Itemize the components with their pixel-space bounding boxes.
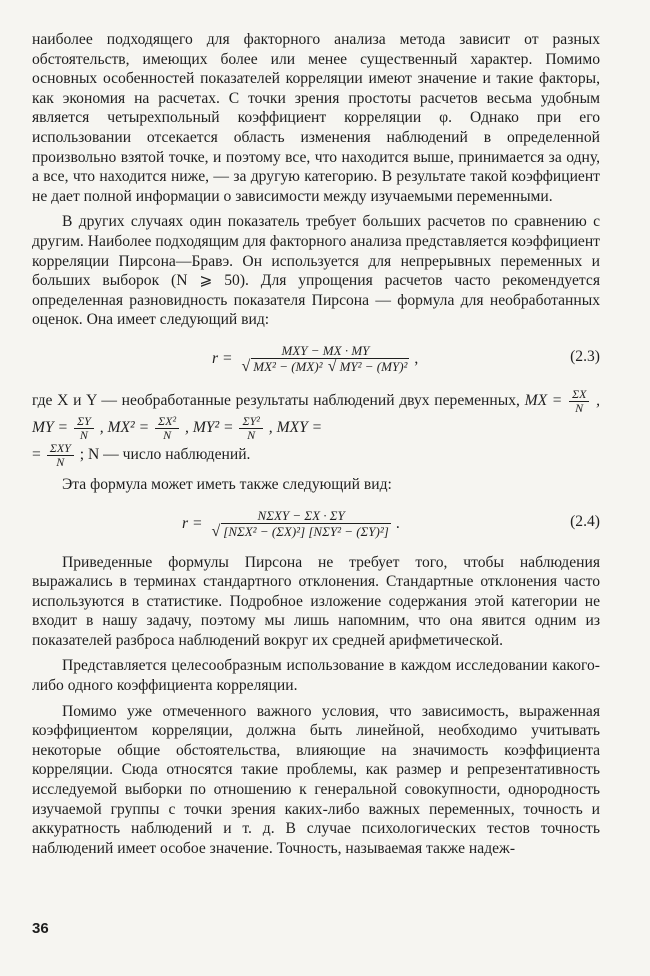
def-my2-lhs: , MY² = bbox=[185, 418, 234, 436]
equation-number-2-4: (2.4) bbox=[570, 512, 600, 530]
formula-2-4-lhs: r = bbox=[182, 514, 203, 532]
equation-number-2-3: (2.3) bbox=[570, 347, 600, 365]
def-my-den: N bbox=[79, 427, 88, 442]
page-number: 36 bbox=[32, 920, 49, 937]
formula-2-4-denominator: [NΣX² − (ΣX)²] [NΣY² − (ΣY)²] bbox=[223, 524, 389, 539]
definition-tail: ; N — число наблюдений. bbox=[79, 445, 251, 463]
def-my2-num: ΣY² bbox=[239, 415, 262, 429]
def-mxy-eq: = bbox=[32, 445, 41, 463]
def-mx2-num: ΣX² bbox=[155, 415, 179, 429]
formula-2-3-lhs: r = bbox=[212, 349, 233, 367]
def-my-lhs: , MY = bbox=[32, 391, 600, 436]
def-my2-den: N bbox=[247, 427, 256, 442]
paragraph-5: Приведенные формулы Пирсона не требует того, чтобы наблюдения выражались в терминах стандартного отклонения. Стандартные отклонения часто используются в статистике. Подробное изложение содержания этой категории не входит в нашу задачу, поэтому мы лишь напомним, что она явится одним из показателей разброса наблюдений вокруг их средней арифметической. bbox=[32, 553, 600, 649]
def-mxy-den: N bbox=[56, 454, 65, 469]
def-mxy-lhs: , MXY = bbox=[268, 418, 323, 436]
paragraph-6: Представляется целесообразным использование в каждом исследовании какого-либо одного коэффициента корреляции. bbox=[32, 657, 600, 695]
formula-2-4: r = $\frac{\text{NΣXY − ΣX · ΣY}}{\text{√ [NΣX² − (ΣX)²] [NΣY² − (ΣY)²]}}$ . (2.4) bbox=[182, 508, 600, 540]
def-mx2-den: N bbox=[163, 427, 172, 442]
paragraph-1: наиболее подходящего для факторного анализа метода зависит от разных обстоятельств, имеющих более или менее существенный характер. Помимо основных особенностей показателей корреляции имеют значение и такие факторы, как экономия на расчетах. С точки зрения простоты расчетов весьма удобным является четырехпольный коэффициент корреляции φ. Однако при его использовании отсекается область изменения наблюдений в определенной произвольно взятой точке, и поэтому все, что находится выше, принимается за одну, а все, что находится ниже, — за другую категорию. В результате такой коэффициент не дает полной информации о зависимости между изучаемыми переменными. bbox=[32, 31, 600, 205]
formula-2-3: r = $\frac{\text{MXY − MX · MY}}{\text{√ MX² − (MX)² √ MY² − (MY)²}}$ , (2.3) bbox=[212, 343, 600, 376]
def-mxy-num: ΣXY bbox=[47, 442, 74, 456]
def-mx-den: N bbox=[575, 400, 584, 415]
def-mx-num: ΣX bbox=[569, 388, 589, 402]
formula-2-4-trail: . bbox=[395, 514, 400, 532]
paragraph-2: В других случаях один показатель требует больших расчетов по сравнению с другим. Наиболее подходящим для факторного анализа представляется коэффициент корреляции Пирсона—Бравэ. Он используется для непрерывных переменных и больших выборок (N ⩾ 50). Для упрощения расчетов часто рекомендуется определенная разновидность показателя Пирсона — формула для необработанных оценок. Она имеет следующий вид: bbox=[32, 213, 600, 329]
variables-definition bbox=[32, 388, 600, 469]
def-mx2-lhs: , MX² = bbox=[99, 418, 150, 436]
formula-2-3-den-b: MY² − (MY)² bbox=[339, 359, 408, 375]
paragraph-7: Помимо уже отмеченного важного условия, что зависимость, выраженная коэффициентом корреляции, должна быть линейной, необходимо учитывать некоторые общие обстоятельства, влияющие на значимость коэффициента корреляции. Сюда относятся такие проблемы, как размер и репрезентативность исследуемой выборки по отношению к генеральной совокупности, однородность изучаемой группы с точки зрения каких-либо важных переменных, точность и аккуратность наблюдений и т. д. В случае психологических тестов точность наблюдений имеет особое значение. Точность, называемая также надеж- bbox=[32, 702, 600, 857]
def-my-num: ΣY bbox=[74, 415, 94, 429]
paragraph-4: Эта формула может иметь также следующий вид: bbox=[62, 475, 392, 493]
formula-2-3-den-a: MX² − (MX)² bbox=[253, 359, 323, 375]
definition-lead: где X и Y — необработанные результаты наблюдений двух переменных, bbox=[32, 391, 520, 409]
formula-2-4-numerator: NΣXY − ΣX · ΣY bbox=[255, 508, 348, 524]
formula-2-3-numerator: MXY − MX · MY bbox=[279, 343, 373, 359]
page-body bbox=[32, 30, 600, 858]
def-mx-lhs: MX = bbox=[524, 391, 563, 409]
formula-2-3-trail: , bbox=[414, 349, 419, 367]
